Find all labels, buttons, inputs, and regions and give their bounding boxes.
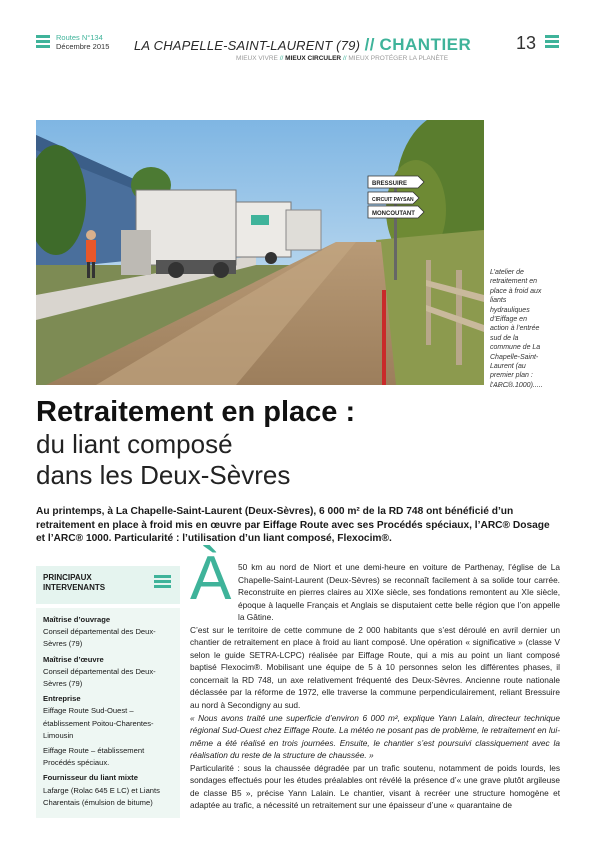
worksite-illustration	[36, 120, 484, 385]
contributors-box	[36, 566, 180, 818]
contributor-label: Entreprise	[43, 694, 81, 704]
contributor-text: Conseil départemental des Deux-Sèvres (79)	[43, 666, 156, 689]
paragraph-4: Particularité : sous la chaussée dégradée par un trafic soutenu, notamment de poids lourds, les sondages effectués pour les études préalables ont révélé la présence d’« une grave plutôt argileuse de classe B5 », précise Yann Lalain. Le chantier, visant à recréer une structure homogène et adaptée au trafic, a nécessité un retraitement sur une épaisseur d’une « quarantaine de	[190, 762, 560, 811]
tagline-2: MIEUX CIRCULER	[285, 55, 342, 62]
page-number: 13	[516, 33, 537, 53]
headline-section: CHANTIER	[379, 35, 472, 54]
title-line-3: dans les Deux-Sèvres	[36, 460, 291, 490]
paragraph-1: 50 km au nord de Niort et une demi-heure en voiture de Parthenay, l’église de La Chapelle-Saint-Laurent (Deux-Sèvres) se reconnaît facilement à sa solide tour carrée. Reconstruite en pierres claires au XIXe siècle, ses fondations remontent au XIe siècle, époque à laquelle Français et Anglais se disputaient cette belle région que l’on appelle la Gâtine.	[238, 562, 560, 623]
article-lede: Au printemps, à La Chapelle-Saint-Laurent (Deux-Sèvres), 6 000 m² de la RD 748 ont bénéficié d’un retraitement en place à froid mis en œuvre par Eiffage Route avec ses Procédés spéciaux, l’ARC® Dosage et l’ARC® 1000. Particularité : l’utilisation d’un liant composé, Flexocim®.	[36, 506, 550, 545]
tagline-sep-2: //	[342, 55, 347, 62]
tagline-1: MIEUX VIVRE	[236, 55, 278, 62]
sign-line-2: CIRCUIT PAYSAN	[372, 197, 414, 203]
contributor-text: Eiffage Route Sud-Ouest – établissement Poitou-Charentes-Limousin	[43, 706, 154, 740]
photo-caption: L’atelier de retraitement en place à froid aux liants hydrauliques d’Eiffage en action à l’entrée sud de la commune de La Chapelle-Saint-Laurent (au premier plan : l’ARC® 1000).	[490, 269, 542, 389]
sign-line-3: MONCOUTANT	[372, 211, 415, 217]
contributor-label: Fournisseur du liant mixte	[43, 773, 138, 783]
contributor-text: Eiffage Route – établissement Procédés spéciaux.	[43, 746, 145, 768]
drop-cap: À	[190, 544, 232, 613]
paragraph-3: « Nous avons traité une superficie d’environ 6 000 m², explique Yann Lalain, directeur technique régional Sud-Ouest chez Eiffage Route. La météo ne posant pas de problème, le retraitement en lui-même a été réalisé en trois journées. Ensuite, le chantier s’est poursuivi classiquement avec la réalisation du reste de la structure de chaussée. »	[190, 712, 560, 761]
menu-lines-icon	[36, 35, 50, 50]
page-headline	[134, 35, 471, 55]
tagline-sep-1: //	[279, 55, 284, 62]
article-body	[190, 561, 560, 812]
contributors-title: PRINCIPAUX INTERVENANTS	[43, 573, 106, 592]
contributor-text: Lafarge (Rolac 645 E LC) et Liants Charentais (émulsion de bitume)	[43, 785, 160, 807]
headline-place: LA CHAPELLE-SAINT-LAURENT (79)	[134, 38, 361, 53]
taglines	[236, 55, 448, 62]
contributor-text: Conseil départemental des Deux-Sèvres (79)	[43, 627, 156, 649]
title-line-2: du liant composé	[36, 429, 233, 459]
caption-rule	[490, 386, 542, 387]
issue-date: Décembre 2015	[56, 42, 110, 51]
menu-lines-icon-right	[545, 35, 559, 50]
worksite-photo	[36, 120, 484, 385]
menu-lines-icon-box	[154, 575, 171, 590]
contributors-list	[36, 608, 180, 818]
issue-number: Routes N°134	[56, 33, 103, 42]
article-title	[36, 396, 355, 491]
tagline-3: MIEUX PROTÉGER LA PLANÈTE	[348, 55, 449, 62]
sign-line-1: BRESSUIRE	[372, 181, 408, 187]
title-line-1: Retraitement en place :	[36, 396, 356, 428]
contributors-header	[36, 566, 180, 604]
headline-separator: //	[364, 35, 376, 54]
paragraph-2: C’est sur le territoire de cette commune de 2 000 habitants que s’est déroulé en avril dernier un chantier de retraitement en place à froid au liant composé. Une opération « significative » (classe V selon le guide SETRA-LCPC) réalisée par Eiffage Route, qui a mis au point un liant composé baptisé Flexocim®. Mobilisant une équipe de 5 à 10 personnes selon les différentes phases, il concernait la RD 748, un axe relativement fréquenté des Deux-Sèvres. Ancienne route nationale déclassée par la réforme de 1972, elle traverse la commune perpendiculairement, reliant Bressuire au nord à Secondigny au sud.	[190, 624, 560, 711]
contributor-label: Maîtrise d’œuvre	[43, 654, 104, 664]
issue-info	[56, 33, 109, 51]
contributor-label: Maîtrise d’ouvrage	[43, 615, 111, 624]
